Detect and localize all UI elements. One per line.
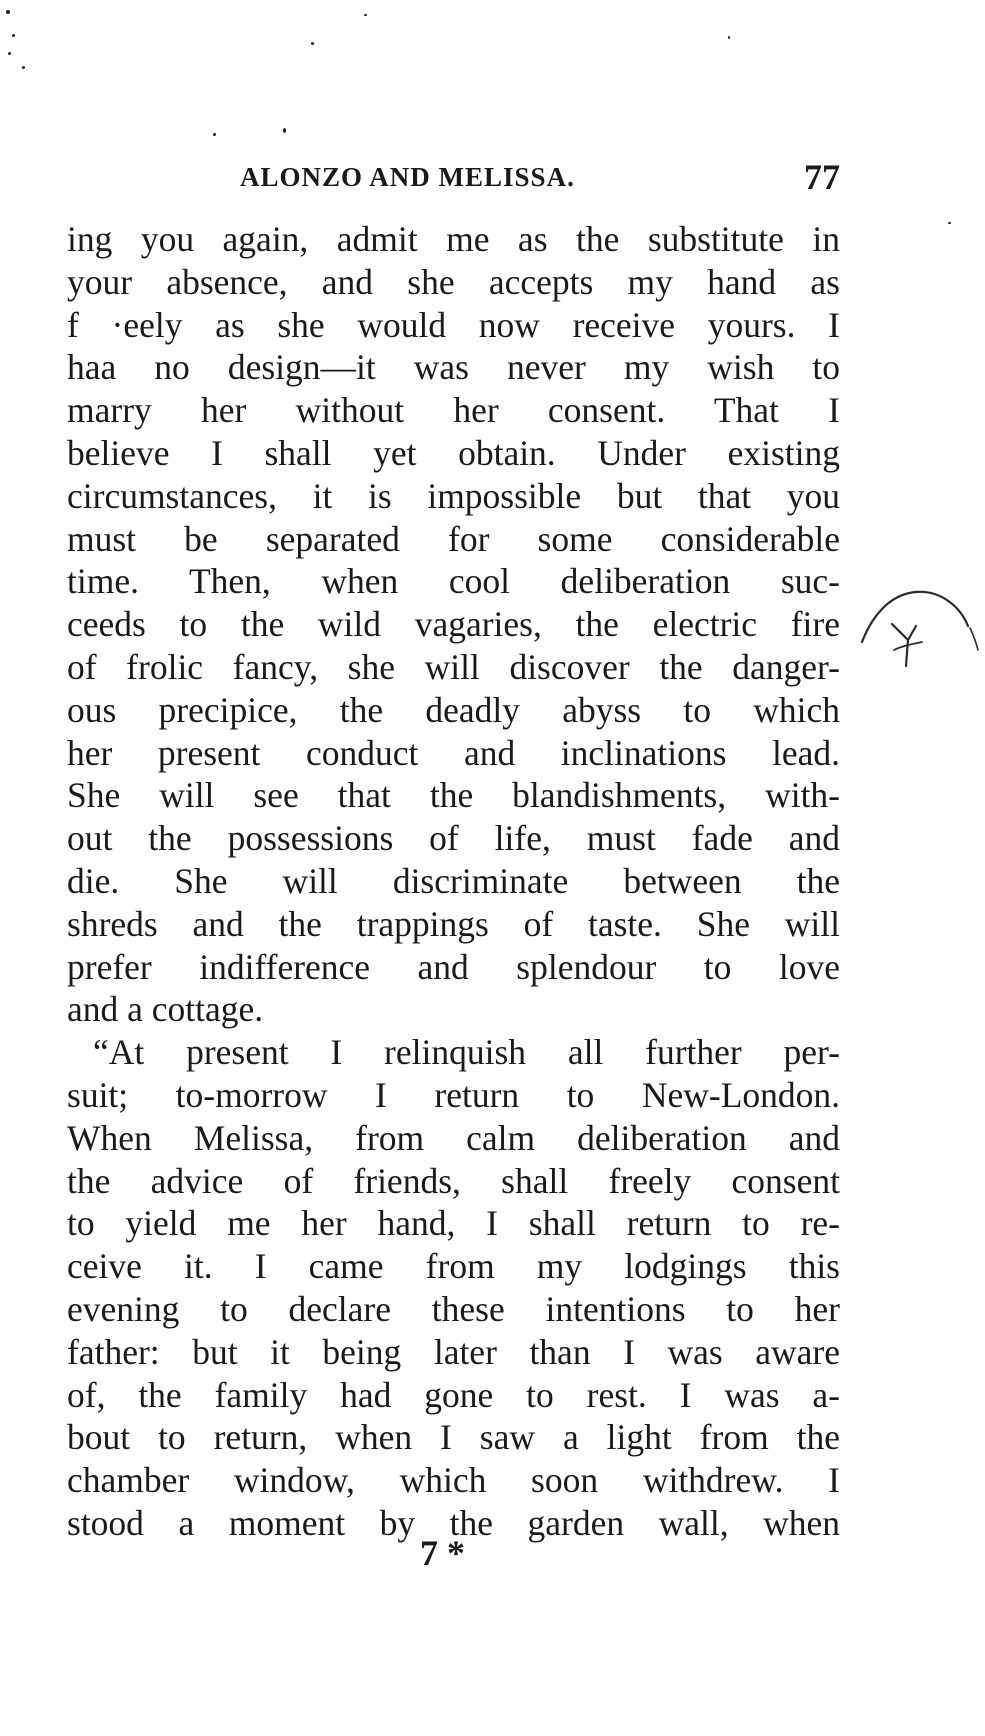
scan-speck (948, 222, 951, 224)
text-line: to yield me her hand, I shall return to re- (67, 1203, 840, 1244)
text-line: ous precipice, the deadly abyss to which (67, 689, 840, 730)
text-line: father: but it being later than I was aware (67, 1331, 840, 1372)
text-line: When Melissa, from calm deliberation and (67, 1117, 840, 1158)
text-line: “At present I relinquish all further per- (93, 1032, 840, 1073)
text-line: of frolic fancy, she will discover the danger- (67, 646, 840, 687)
text-line: ceeds to the wild vagaries, the electric fire (67, 604, 840, 645)
text-line: time. Then, when cool deliberation suc- (67, 561, 840, 602)
text-line: marry her without her consent. That I (67, 390, 840, 431)
scan-speck (22, 66, 25, 69)
text-line: haa no design—it was never my wish to (67, 347, 840, 388)
text-line: out the possessions of life, must fade and (67, 818, 840, 859)
scan-speck (283, 128, 286, 133)
text-line: shreds and the trappings of taste. She will (67, 903, 840, 944)
scan-speck (6, 10, 10, 14)
text-line: the advice of friends, shall freely consent (67, 1160, 840, 1201)
text-line: stood a moment by the garden wall, when (67, 1502, 840, 1543)
page-number: 77 (804, 157, 840, 197)
text-line: her present conduct and inclinations lead. (67, 732, 840, 773)
running-title: ALONZO AND MELISSA. (240, 162, 575, 192)
text-line: must be separated for some considerable (67, 518, 840, 559)
text-line: prefer indifference and splendour to love (67, 946, 840, 987)
scan-speck (728, 36, 730, 39)
text-line: f ·eely as she would now receive yours. I (67, 304, 840, 345)
text-line: of, the family had gone to rest. I was a- (67, 1374, 840, 1415)
text-line: ceive it. I came from my lodgings this (67, 1246, 840, 1287)
text-line: and a cottage. (67, 989, 264, 1030)
text-line: your absence, and she accepts my hand as (67, 261, 840, 302)
text-line: evening to declare these intentions to her (67, 1288, 840, 1329)
text-line: circumstances, it is impossible but that you (67, 475, 840, 516)
body-text (67, 218, 840, 1545)
page-header (240, 156, 840, 200)
handwritten-margin-mark-icon (856, 580, 985, 690)
scan-speck (311, 42, 314, 45)
text-line: suit; to-morrow I return to New-London. (67, 1074, 840, 1115)
text-line: believe I shall yet obtain. Under existing (67, 432, 840, 473)
scan-speck (213, 133, 216, 136)
text-line: die. She will discriminate between the (67, 860, 840, 901)
signature-mark: 7 * (420, 1533, 465, 1573)
scan-speck (364, 14, 367, 16)
scan-speck (12, 34, 15, 37)
scan-speck (8, 52, 11, 55)
text-line: chamber window, which soon withdrew. I (67, 1460, 840, 1501)
text-line: bout to return, when I saw a light from the (67, 1417, 840, 1458)
text-line: ing you again, admit me as the substitute in (67, 219, 840, 259)
text-line: She will see that the blandishments, with- (67, 775, 840, 816)
